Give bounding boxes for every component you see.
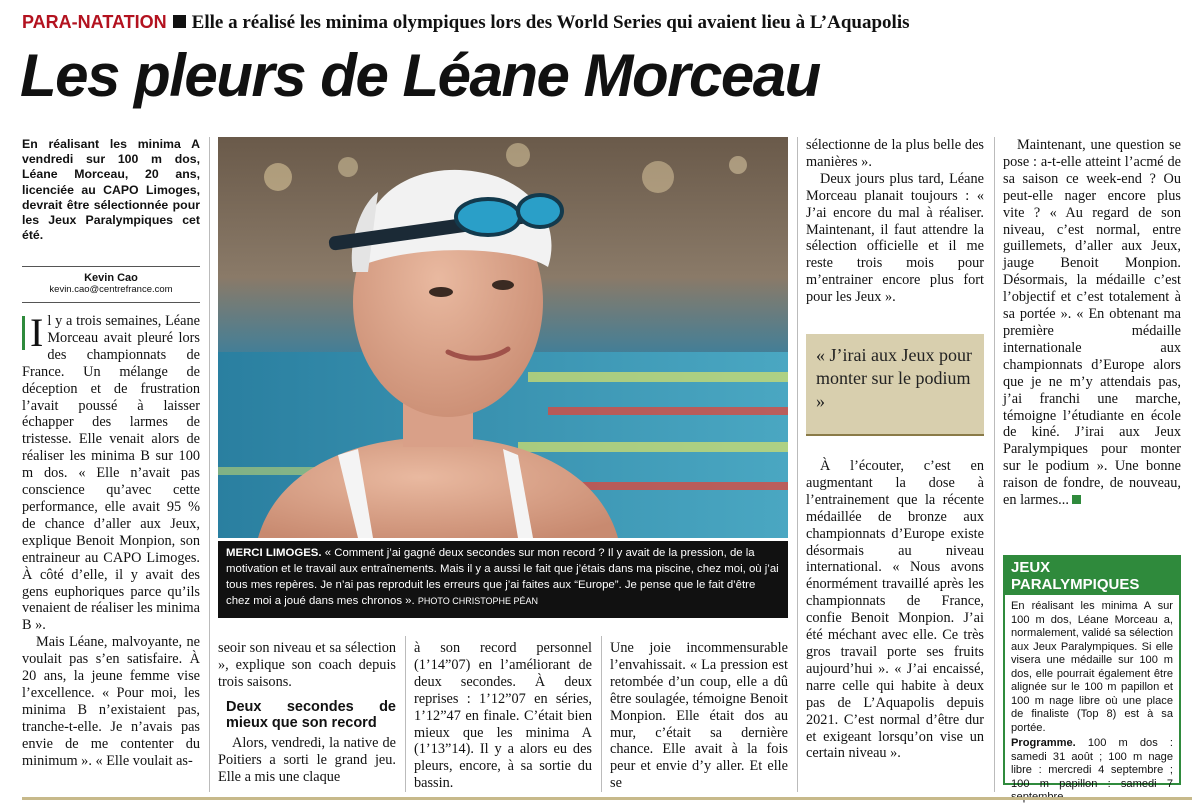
chapo: En réalisant les minima A vendredi sur 100 m dos, Léane Morceau, 20 ans, licenciée au CAPO Limoges, devrait être sélectionnée pour les Jeux Paralympiques cet été. (22, 137, 200, 243)
column-separator (209, 137, 210, 792)
author-name: Kevin Cao (84, 272, 138, 284)
article-photo (218, 137, 788, 538)
swimmer-photo-illustration (218, 137, 788, 538)
author-rule-bottom (22, 302, 200, 303)
byline (22, 272, 200, 295)
pull-quote-text: « J’irai aux Jeux pour monter sur le podium » (816, 345, 972, 411)
paragraph: Une joie incommensurable l’envahissait. « La pression est retombée d’un coup, elle a dû être soulagée, témoigne Benoit Monpion. Elle était dos au mur, c’était sa dernière chance. Elle avait à la fois peur et envie d’y aller. Et elle se (610, 640, 788, 792)
column-separator (994, 137, 995, 792)
square-bullet-icon (173, 15, 186, 28)
column-2 (218, 640, 396, 785)
info-box-text: En réalisant les minima A sur 100 m dos, Léane Morceau a, normalement, validé sa sélection aux Jeux Paralympiques. Si elle visera une médaille sur 100 m dos, elle pourrait également être alignée sur le 100 m papillon et 100 m nage libre où une place de finaliste (Top 8) est à sa portée. (1011, 600, 1173, 734)
dropcap: I (22, 316, 43, 350)
column-separator (601, 636, 602, 792)
paragraph: Mais Léane, malvoyante, ne voulait pas s’en satisfaire. À 20 ans, la jeune femme vise l’excellence. « Pour moi, les minima B n’existaient pas, tranche-t-elle. Je n’avais pas envie de me contenter du minimum ». « Elle voulait as- (22, 634, 200, 769)
column-1 (22, 310, 200, 769)
author-email[interactable]: kevin.cao@centrefrance.com (49, 284, 173, 295)
column-4 (610, 640, 788, 792)
headline: Les pleurs de Léane Morceau (20, 42, 820, 109)
bottom-rule (22, 797, 1192, 800)
column-5-top (806, 137, 984, 306)
paragraph: I l y a trois semaines, Léane Morceau avait pleuré lors des championnats de France. Un mélange de déception et de frustration l’avait poussé à laisser échapper des larmes de tristesse. Elle venait alors de réaliser les minima B sur 100 m dos. « Elle n’avait pas conscience qu’avec cette performance, elle avait 95 % de chance d’aller aux Jeux, explique Benoit Monpion, son entraineur au CAPO Limoges. À côté d’elle, il y avait des gens euphoriques parce qu’ils venaient de réaliser les minima B ». (22, 310, 200, 634)
paragraph: Alors, vendredi, la native de Poitiers a sorti le grand jeu. Elle a mis une claque (218, 734, 396, 785)
caption-text: « Comment j’ai gagné deux secondes sur mon record ? Il y avait de la pression, de la motivation et le travail aux entraînements. Mais il y a aussi le fait que j’étais dans ma piscine, chez moi, où j’ai tous mes repères. Je n’ai pas reproduit les erreurs que j’ai faites aux “Europe”. Je pense que le fait d’être chez moi a joué dans mes chronos ». (226, 547, 779, 607)
subheading: Deux secondes de mieux que son record (226, 698, 396, 731)
rubric: PARA-NATATION (22, 12, 167, 32)
program-text: 100 m dos : samedi 31 août ; 100 m nage libre : mercredi 4 septembre ; 100 m papillon : samedi 7 (1011, 737, 1173, 790)
info-box (1003, 555, 1181, 790)
end-square-icon (1072, 495, 1081, 504)
paragraph: À l’écouter, c’est en augmentant la dose à l’entrainement que la récente médaillée de bronze aux championnats d’Europe existe désormais au niveau international. « Nous avons énormément travaillé après les championnats de France, confie Benoit Monpion. J’ai été méchant avec elle. Ce très gros travail porte ses fruits aujourd’hui ». « J’ai encaissé, narre celle qui habite à deux pas de L’Aquapolis depuis 2021. C’est normal d’être dur et exigeant lorsqu’on vise un certain niveau ». (806, 458, 984, 762)
column-6 (1003, 137, 1181, 509)
author-rule-top (22, 266, 200, 267)
kicker-text: Elle a réalisé les minima olympiques lors des World Series qui avaient lieu à L’Aquapolis (191, 12, 910, 33)
caption-lead: MERCI LIMOGES. (226, 547, 322, 559)
program (1011, 737, 1173, 805)
program-label: Programme. (1011, 737, 1076, 749)
paragraph: Deux jours plus tard, Léane Morceau planait toujours : « J’ai encore du mal à réaliser. Maintenant, il faut attendre la sélection officielle et il me reste trois mois pour m’entrainer encore plus fort pour les Jeux ». (806, 170, 984, 306)
pull-quote (806, 334, 984, 436)
info-box-body (1005, 595, 1179, 810)
paragraph: sélectionne de la plus belle des manières ». (806, 137, 984, 170)
column-separator (405, 636, 406, 792)
photo-credit: PHOTO CHRISTOPHE PÉAN (417, 596, 539, 606)
column-3 (414, 640, 592, 792)
paragraph: Maintenant, une question se pose : a-t-elle atteint l’acmé de sa saison ce week-end ? Ou peut-elle nager encore plus vite ? « Au regard de son niveau, c’est normal, entre guillemets, d’aller aux Jeux, jauge Benoit Monpion. Désormais, la médaille c’est l’objectif et c’est totalement à sa portée ». « En obtenant ma première médaille internationale aux championnats d’Europe alors que je ne m’y attendais pas, j’ai franchi une marche, témoigne l’étudiante en école de kiné. J’irai aux Jeux Paralympiques pour monter sur le podium ». Une bonne raison de fondre, de nouveau, en larmes... (1003, 137, 1181, 509)
info-box-header: JEUX PARALYMPIQUES (1005, 557, 1179, 595)
column-separator (797, 137, 798, 792)
column-5-bottom (806, 458, 984, 762)
kicker (22, 12, 1192, 34)
photo-caption (218, 541, 788, 618)
paragraph: seoir son niveau et sa sélection », explique son coach depuis trois saisons. (218, 640, 396, 690)
paragraph: à son record personnel (1’14”07) en l’améliorant de deux secondes. À deux reprises : 1’12”07 en séries, 1’12”47 en finale. C’était bien mieux que les minima A (1’13”14). Il y a alors eu des pleurs, encore, à sa sortie du bassin. (414, 640, 592, 792)
